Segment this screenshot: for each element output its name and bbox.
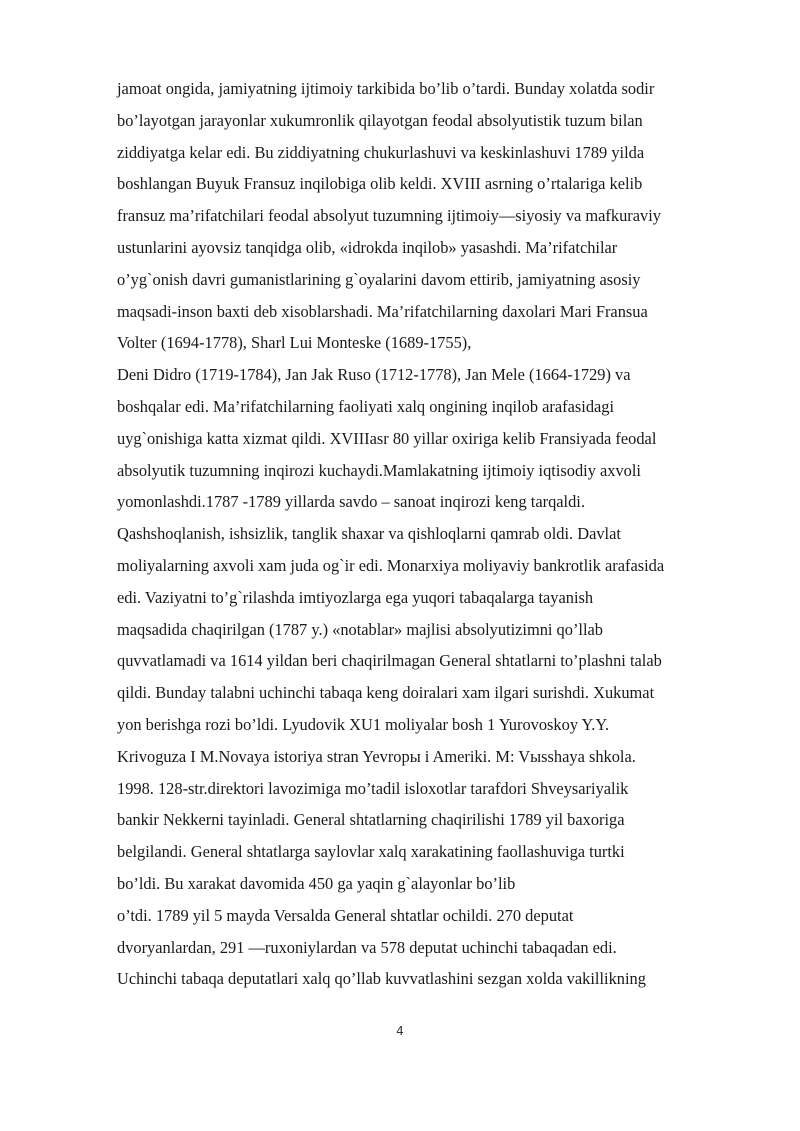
text-line: qildi. Bunday talabni uchinchi tabaqa keng doiralari xam ilgari surishdi. Xukumat [117, 683, 655, 703]
text-line: Uchinchi tabaqa deputatlari xalq qo’llab kuvvatlashini sezgan xolda vakillikning [117, 969, 646, 989]
text-line: jamoat ongida, jamiyatning ijtimoiy tarkibida bo’lib o’tardi. Bunday xolatda sodir [117, 79, 655, 98]
text-line: boshlangan Buyuk Fransuz inqilobiga olib keldi. XVIII asrning o’rtalariga kelib [117, 174, 643, 194]
text-line: edi. Vaziyatni to’g`rilashda imtiyozlarga ega yuqori tabaqalarga tayanish [117, 587, 594, 607]
text-line: o’tdi. 1789 yil 5 mayda Versalda General shtatlar ochildi. 270 deputat [117, 905, 574, 925]
text-line: 1998. 128-str.direktori lavozimiga mo’tadil isloxotlar tarafdori Shveysariyalik [117, 778, 629, 798]
text-line: ustunlarini ayovsiz tanqidga olib, «idrokda inqilob» yasashdi. Ma’rifatchilar [117, 237, 618, 257]
text-line: fransuz ma’rifatchilari feodal absolyut tuzumning ijtimoiy—siyosiy va mafkuraviy [117, 206, 661, 226]
text-line: bo’layotgan jarayonlar xukumronlik qilayotgan feodal absolyutistik tuzum bilan [117, 110, 643, 130]
text-line: Volter (1694-1778), Sharl Lui Monteske (1689-1755), [117, 333, 472, 353]
text-line: ziddiyatga kelar edi. Bu ziddiyatning chukurlashuvi va keskinlashuvi 1789 yilda [117, 142, 645, 162]
text-line: uyg`onishiga katta xizmat qildi. XVIIIasr 80 yillar oxiriga kelib Fransiyada feodal [117, 428, 657, 448]
text-line: maqsadida chaqirilgan (1787 y.) «notablar» majlisi absolyutizimni qo’llab [117, 619, 603, 639]
text-line: Qashshoqlanish, ishsizlik, tanglik shaxar va qishloqlarni qamrab oldi. Davlat [117, 524, 621, 544]
text-line: belgilandi. General shtatlarga saylovlar xalq xarakatining faollashuviga turtki [117, 842, 625, 862]
text-line: Krivoguza I M.Novaya istoriya stran Yevropы i Ameriki. M: Vыsshaya shkola. [117, 746, 636, 766]
text-line: quvvatlamadi va 1614 yildan beri chaqirilmagan General shtatlarni to’plashni talab [117, 651, 662, 671]
text-line: o’yg`onish davri gumanistlarining g`oyalarini davom ettirib, jamiyatning asosiy [117, 269, 641, 289]
text-line: maqsadi-inson baxti deb xisoblarshadi. Ma’rifatchilarning daxolari Mari Fransua [117, 301, 648, 321]
page-number: 4 [396, 1024, 404, 1038]
text-line: moliyalarning axvoli xam juda og`ir edi. Monarxiya moliyaviy bankrotlik arafasida [117, 555, 665, 575]
text-line: dvoryanlardan, 291 —ruxoniylardan va 578 deputat uchinchi tabaqadan edi. [117, 937, 617, 957]
text-line: boshqalar edi. Ma’rifatchilarning faoliyati xalq ongining inqilob arafasidagi [117, 396, 615, 416]
text-line: absolyutik tuzumning inqirozi kuchaydi.Mamlakatning ijtimoiy iqtisodiy axvoli [117, 460, 641, 480]
text-line: yomonlashdi.1787 -1789 yillarda savdo – sanoat inqirozi keng tarqaldi. [117, 492, 585, 512]
text-line: bo’ldi. Bu xarakat davomida 450 ga yaqin g`alayonlar bo’lib [117, 873, 516, 893]
text-line: bankir Nekkerni tayinladi. General shtatlarning chaqirilishi 1789 yil baxoriga [117, 810, 625, 830]
body-text [117, 73, 757, 995]
text-line: yon berishga rozi bo’ldi. Lyudovik XU1 moliyalar bosh 1 Yurovoskoy Y.Y. [117, 714, 610, 734]
text-line: Deni Didro (1719-1784), Jan Jak Ruso (1712-1778), Jan Mele (1664-1729) va [117, 365, 631, 385]
